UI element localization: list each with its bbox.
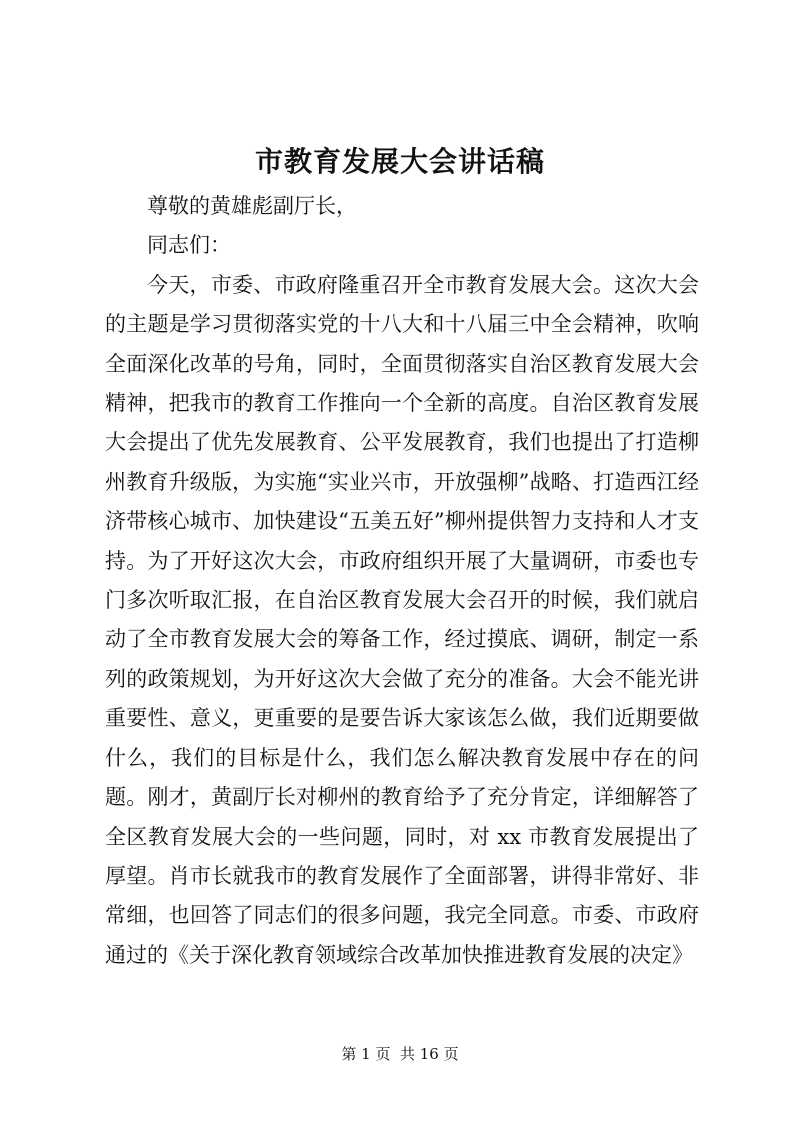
salutation-line: 同志们： [147, 233, 231, 258]
salutation-line: 尊敬的黄雄彪副厅长， [147, 194, 357, 218]
page-number: 第 1 页 共 16 页 [341, 1045, 459, 1063]
document-body [105, 187, 699, 975]
body-paragraph: 今天，市委、市政府隆重召开全市教育发展大会。这次大会的主题是学习贯彻落实党的十八大和十八届三中全会精神，吹响全面深化改革的号角，同时，全面贯彻落实自治区教育发展大会精神，把我市的教育工作推向一个全新的高度。自治区教育发展大会提出了优先发展教育、公平发展教育，我们也提出了打造柳州教育升级版，为实施“实业兴市，开放强柳”战略、打造西江经济带核心城市、加快建设“五美五好”柳州提供智力支持和人才支持。为了开好这次大会，市政府组织开展了大量调研，市委也专门多次听取汇报，在自治区教育发展大会召开的时候，我们就启动了全市教育发展大会的筹备工作，经过摸底、调研，制定一系列的政策规划，为开好这次大会做了充分的准备。大会不能光讲重要性、意义，更重要的是要告诉大家该怎么做，我们近期要做什么，我们的目标是什么，我们怎么解决教育发展中存在的问题。刚才，黄副厅长对柳州的教育给予了充分肯定，详细解答了全区教育发展大会的一些问题，同时，对 xx 市教育发展提出了厚望。肖市长就我市的教育发展作了全面部署，讲得非常好、非常细，也回答了同志们的很多问题，我完全同意。市委、市政府通过的《关于深化教育领域综合改革加快推进教育发展的决定》 [105, 272, 699, 967]
document-title: 市教育发展大会讲话稿 [254, 145, 545, 178]
page-footer [0, 1043, 800, 1065]
